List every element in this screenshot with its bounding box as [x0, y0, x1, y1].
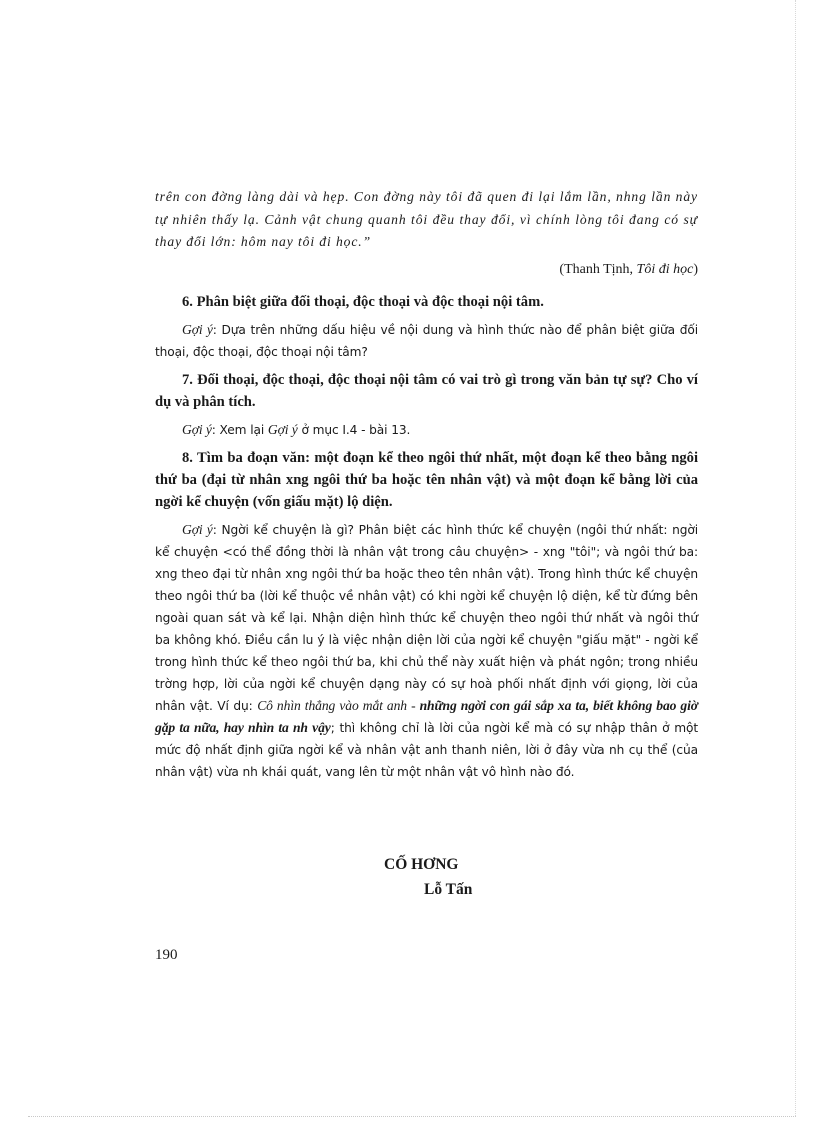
citation-author: (Thanh Tịnh,: [559, 261, 637, 277]
page-number: 190: [155, 947, 178, 963]
exercise-7-heading: 7. Đối thoại, độc thoại, độc thoại nội tâm có vai trò gì trong văn bản tự sự? Cho ví dụ và phân tích.: [155, 371, 698, 410]
footer-rule: [28, 1116, 796, 1117]
hint-text-b: ; thì không chỉ là lời của ngời kể mà có sự nhập thân ở một mức độ nhất định giữa ngời kể và nhân vật anh thanh niên, lời ở đây vừa nh cụ thể (của nhân vật) vừa nh khái quát, vang lên từ một nhân vật vô hình nào đó.: [155, 720, 698, 779]
hint-label: Gợi ý: [182, 421, 212, 437]
hint-label: Gợi ý: [182, 321, 213, 337]
citation-close: ): [693, 261, 698, 277]
example-italic: Cô nhìn thẳng vào mắt anh -: [257, 697, 420, 713]
hint-text-b: ở mục I.4 - bài 13.: [297, 422, 411, 437]
exercise-6-hint: [155, 319, 698, 363]
hint-text-a: : Ngời kể chuyện là gì? Phân biệt các hình thức kể chuyện (ngôi thứ nhất: ngời kể chuyện <có thể đồng thời là nhân vật trong câu chuyện> - xng "tôi"; và ngôi thứ ba: xng theo đại từ nhân xng ngôi thứ ba hoặc theo tên nhân vật). Trong hình thức kể chuyện theo ngôi thứ ba (lời kể thuộc về nhân vật) có khi ngời kể chuyện lộ diện, kể từ đứng bên ngoài quan sát và kể lại. Nhận diện hình thức kể chuyện theo ngôi thứ nhất và ngôi thứ ba không khó. Điều cần lu ý là việc nhận diện lời của ngời kể chuyện "giấu mặt" - ngời kể trong hình thức kể theo ngôi thứ ba, khi chủ thể này xuất hiện và phát ngôn; trong nhiều trờng hợp, lời của ngời kể chuyện dạng này có sự hoà phối nhất định với giọng, lời của nhân vật. Ví dụ:: [155, 522, 698, 713]
exercise-8-hint: [155, 519, 698, 783]
hint-text: : Dựa trên những dấu hiệu về nội dung và hình thức nào để phân biệt giữa đối thoại, độc thoại, độc thoại nội tâm?: [155, 322, 698, 359]
page-edge-rule: [795, 0, 796, 1116]
page-body: [155, 186, 698, 789]
quote-citation: [155, 259, 698, 281]
next-chapter-title: CỐ HƠNG: [384, 856, 459, 873]
hint-reference: Gợi ý: [267, 421, 298, 437]
next-chapter-author: Lỗ Tấn: [424, 881, 473, 898]
hint-text-a: : Xem lại: [211, 422, 268, 437]
example-bold: những ngời con gái sắp xa ta, biết không bao giờ gặp ta nữa, hay nhìn ta nh vậy: [155, 697, 698, 735]
quote-text: trên con đờng làng dài và hẹp. Con đờng này tôi đã quen đi lại lắm lần, nhng lần này tự nhiên thấy lạ. Cảnh vật chung quanh tôi đều thay đổi, vì chính lòng tôi đang có sự thay đổi lớn: hôm nay tôi đi học.”: [155, 189, 698, 249]
exercise-7-hint: [155, 419, 698, 441]
hint-label: Gợi ý: [182, 521, 213, 537]
citation-work: Tôi đi học: [636, 261, 694, 277]
exercise-6-heading: 6. Phân biệt giữa đối thoại, độc thoại và độc thoại nội tâm.: [182, 293, 544, 310]
exercise-8-heading: 8. Tìm ba đoạn văn: một đoạn kể theo ngôi thứ nhất, một đoạn kể theo bằng ngôi thứ ba (đại từ nhân xng ngôi thứ ba hoặc tên nhân vật) và một đoạn kể bằng lời của ngời kể chuyện (vốn giấu mặt) lộ diện.: [155, 449, 698, 510]
